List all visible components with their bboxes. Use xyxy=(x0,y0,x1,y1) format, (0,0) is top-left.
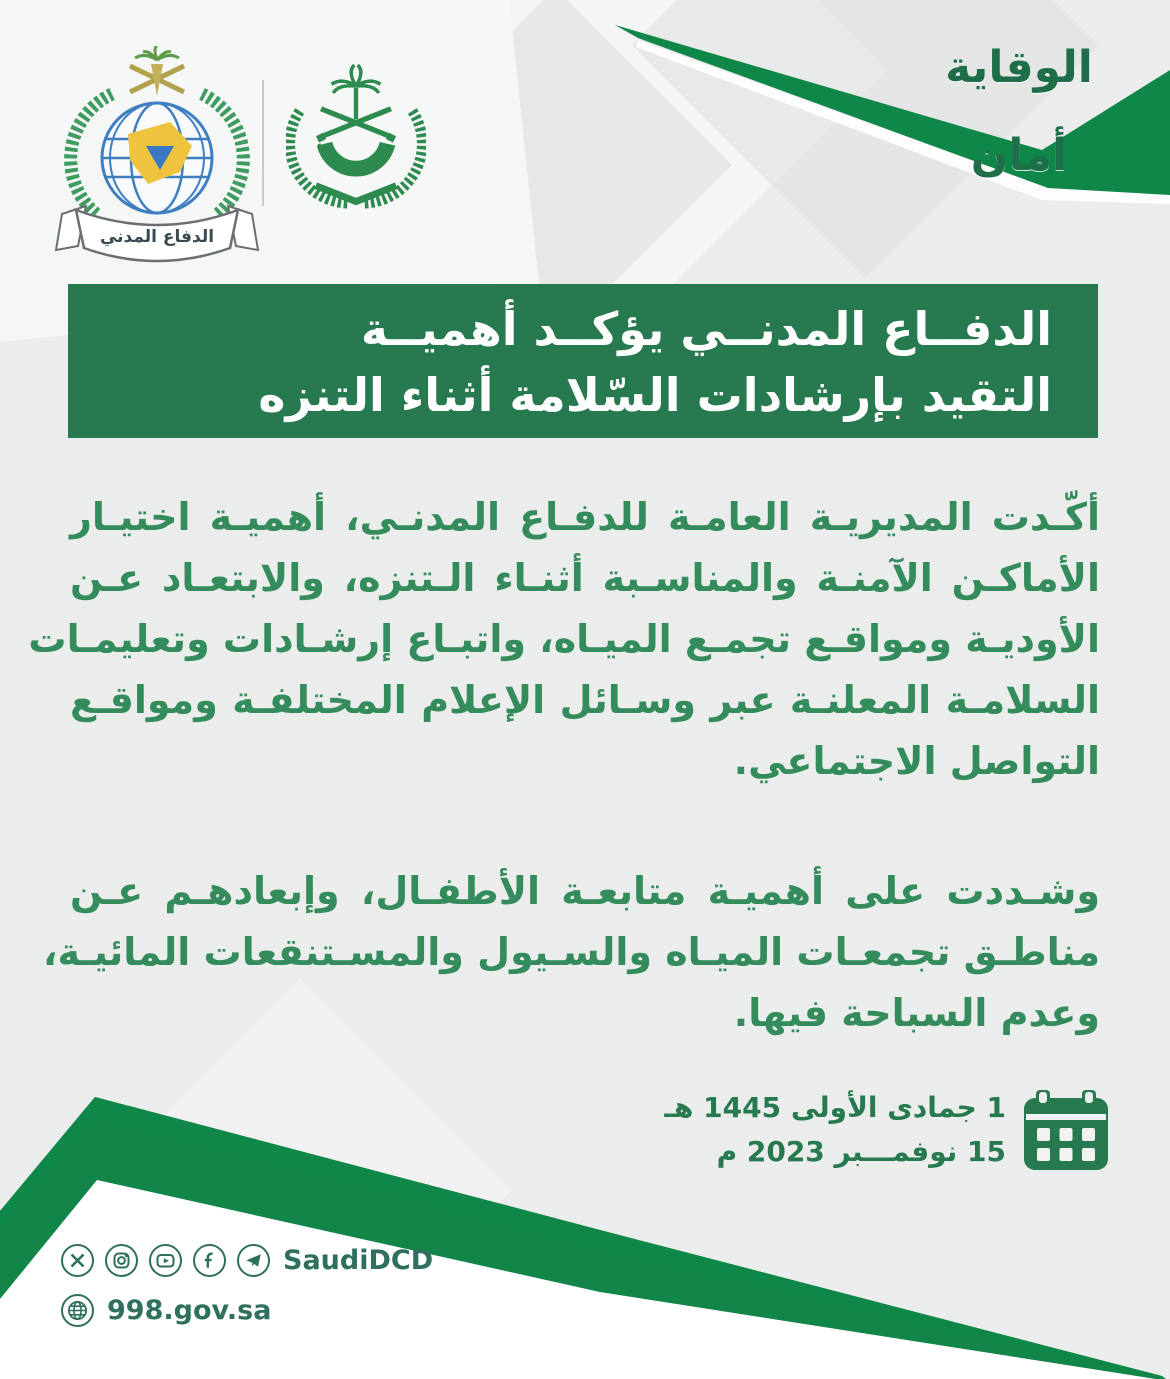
gregorian-date: 15 نوفمـــبر 2023 م xyxy=(716,1135,1006,1168)
title-line-2: التقيد بإرشادات السّلامة أثناء التنزه xyxy=(258,368,1052,422)
website-url[interactable]: 998.gov.sa xyxy=(107,1294,272,1326)
calendar-icon xyxy=(1024,1090,1108,1170)
p1-line: التواصل الاجتماعي. xyxy=(733,739,1100,783)
body-paragraph-1 xyxy=(28,487,1100,792)
x-twitter-icon[interactable] xyxy=(60,1243,95,1278)
p1-line: السلامـة المعلنـة عبر وسـائل الإعلام المختلفـة ومواقـع xyxy=(70,678,1100,722)
palm-swords-ornament xyxy=(130,46,184,96)
instagram-icon[interactable] xyxy=(104,1243,139,1278)
civil-defense-ribbon-text: الدفاع المدني xyxy=(99,227,215,247)
p2-line: وشـددت على أهميـة متابعـة الأطفـال، وإبعادهـم عـن xyxy=(70,869,1100,913)
social-footer xyxy=(60,1240,433,1330)
title-banner xyxy=(68,284,1098,438)
body-paragraph-2 xyxy=(43,861,1100,1044)
title-line-1: الدفــاع المدنــي يؤكــد أهميــة xyxy=(360,302,1052,356)
globe-icon xyxy=(60,1293,95,1328)
social-icons-row xyxy=(60,1240,433,1280)
p2-line: مناطـق تجمعـات الميـاه والسـيول والمسـتنقعات المائيـة، xyxy=(43,930,1100,974)
prevention-safety-calligraphy: الوقاية أمان xyxy=(945,42,1093,181)
youtube-icon[interactable] xyxy=(148,1243,183,1278)
p1-line: الأوديـة ومواقـع تجمـع الميـاه، واتبـاع إرشـادات وتعليمـات xyxy=(28,617,1100,661)
civil-defense-logo xyxy=(52,46,262,264)
website-row xyxy=(60,1290,433,1330)
p2-line: وعدم السباحة فيها. xyxy=(733,991,1100,1035)
p1-line: الأماكـن الآمنـة والمناسـبة أثنـاء الـتنزه، والابتعـاد عـن xyxy=(70,556,1100,600)
facebook-icon[interactable] xyxy=(192,1243,227,1278)
social-handle[interactable]: SaudiDCD xyxy=(283,1244,434,1276)
logo-divider xyxy=(262,80,264,206)
telegram-icon[interactable] xyxy=(236,1243,271,1278)
ministry-of-interior-logo xyxy=(286,56,426,214)
p1-line: أكّـدت المديريـة العامـة للدفـاع المدنـي، أهميـة اختيـار xyxy=(70,495,1100,539)
date-block xyxy=(664,1090,1108,1170)
hijri-date: 1 جمادى الأولى 1445 هـ xyxy=(664,1091,1006,1124)
